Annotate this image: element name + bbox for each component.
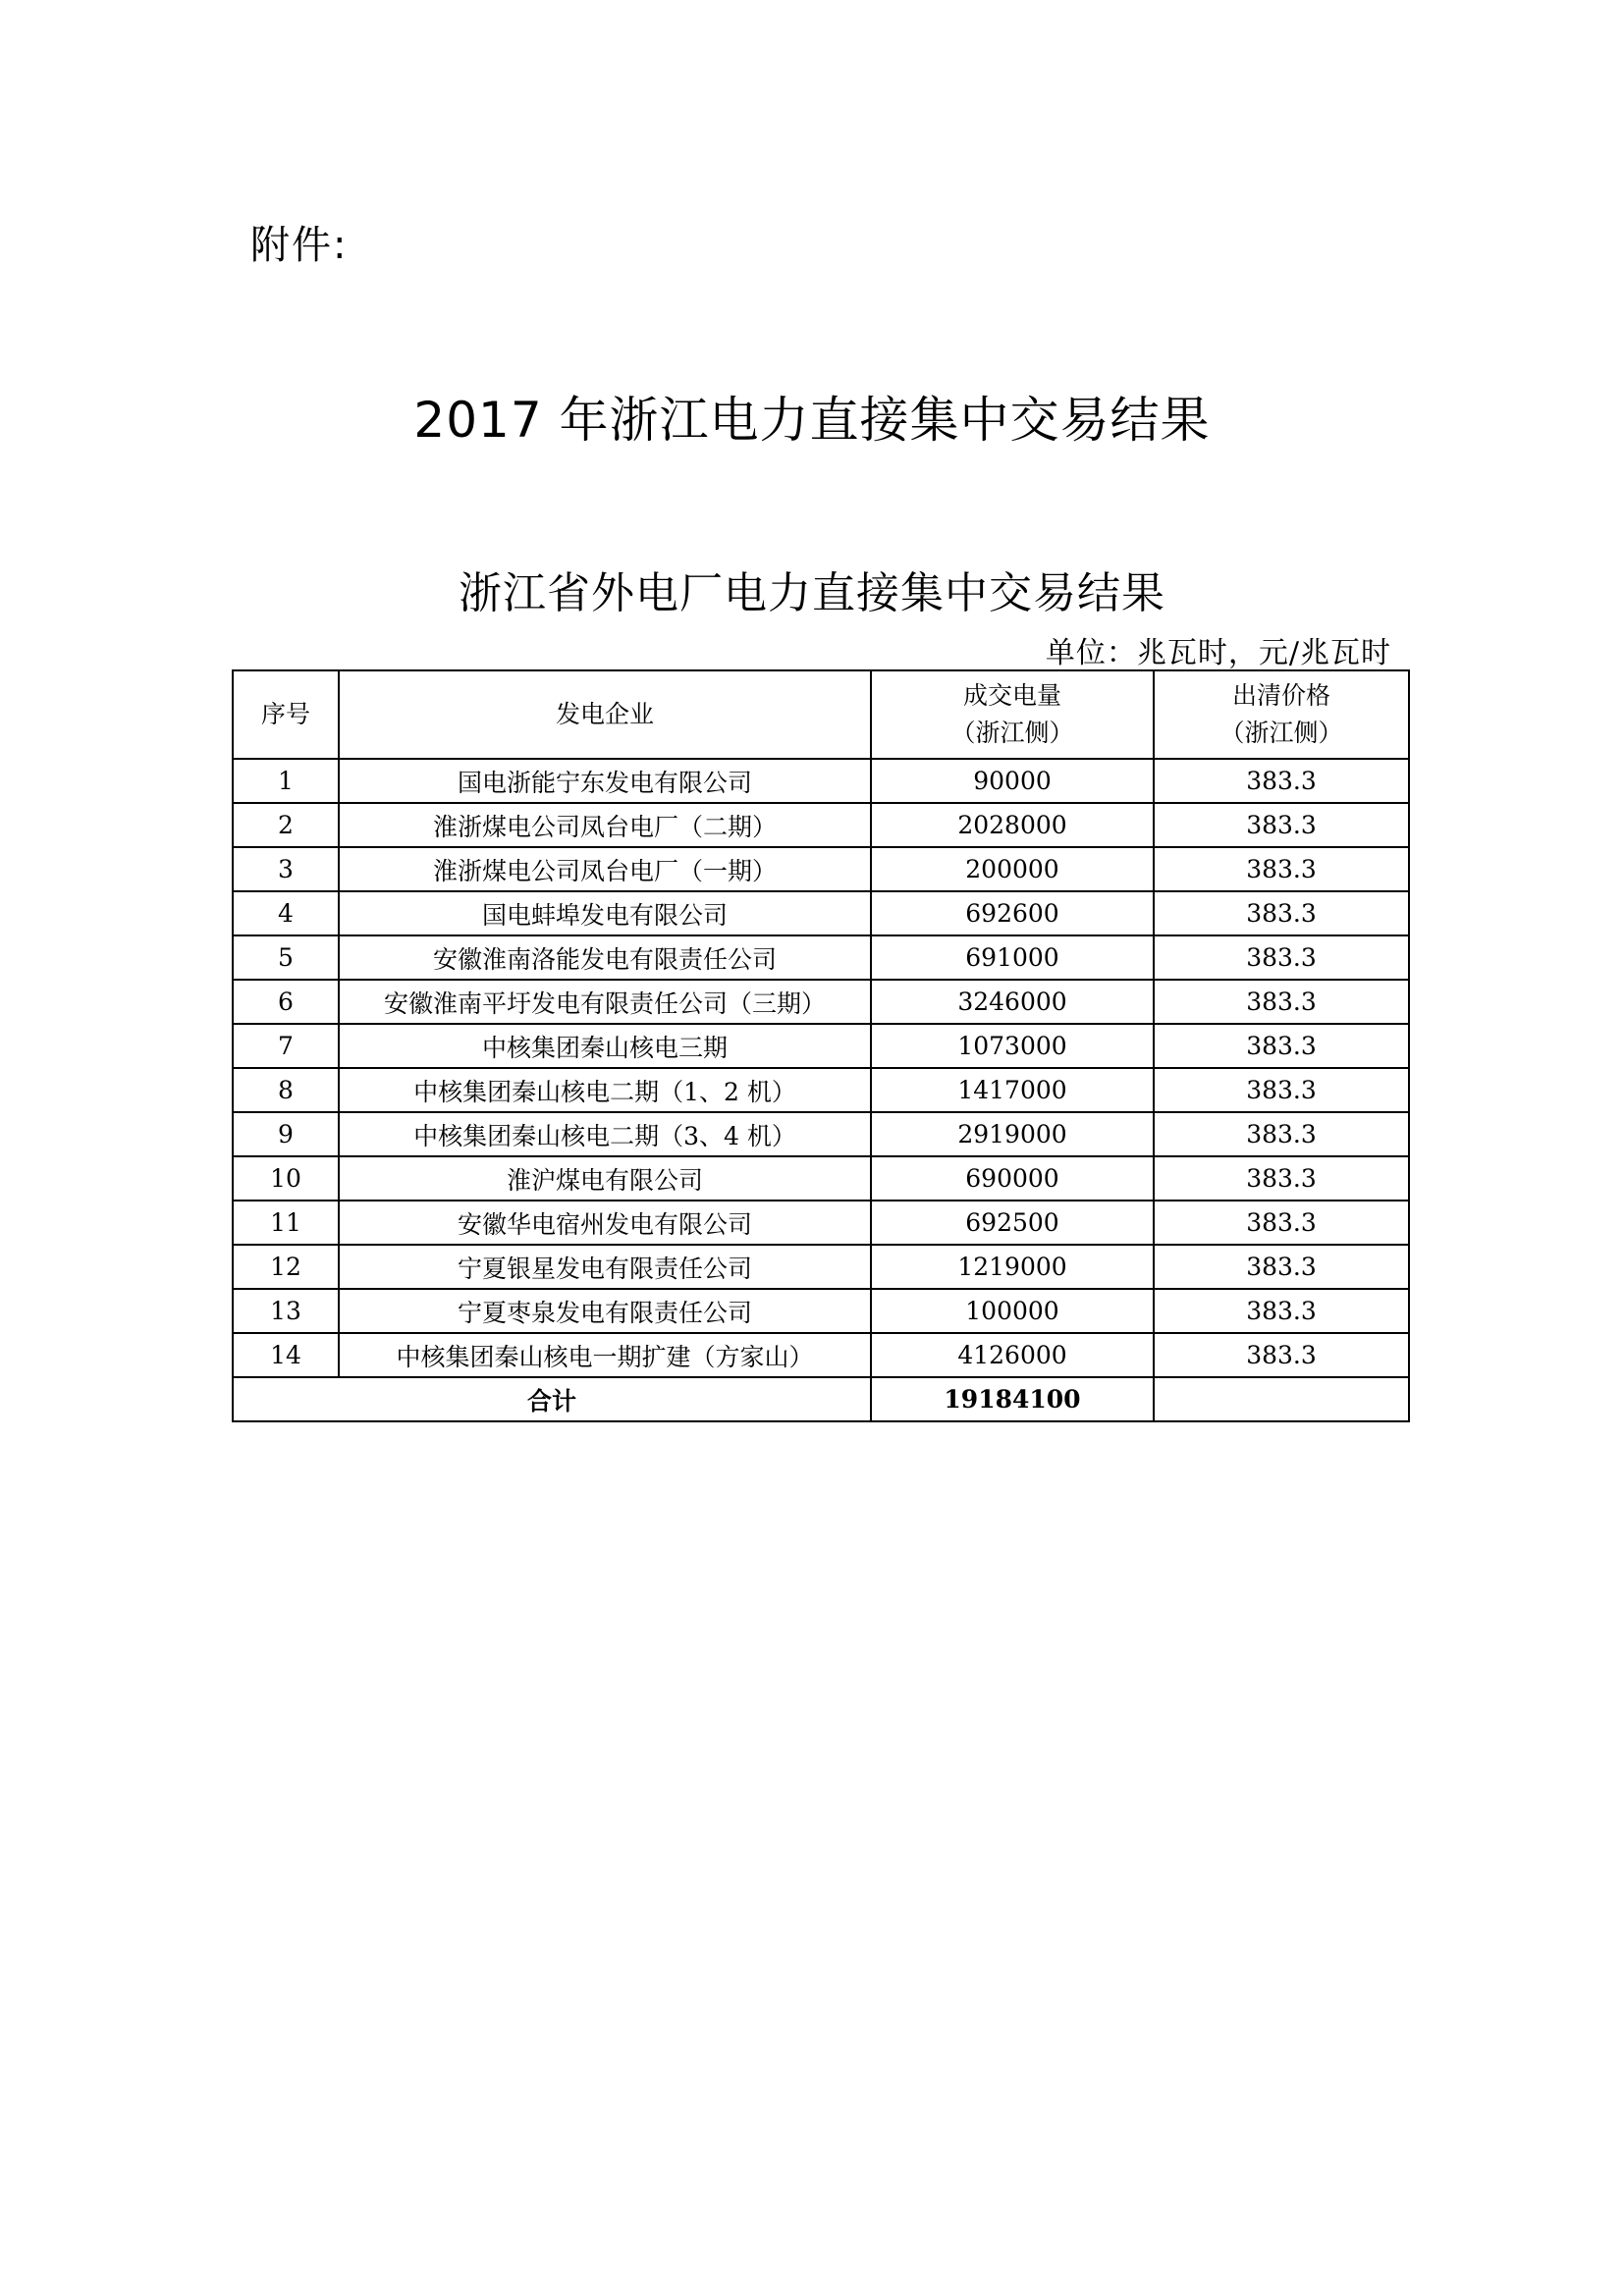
cell-volume: 200000 (871, 847, 1154, 891)
table-row (233, 980, 1409, 1024)
total-label: 合计 (233, 1377, 871, 1421)
table-row (233, 1024, 1409, 1068)
cell-volume: 2028000 (871, 803, 1154, 847)
cell-company: 安徽淮南平圩发电有限责任公司（三期） (339, 980, 871, 1024)
cell-index: 6 (233, 980, 339, 1024)
cell-company: 宁夏枣泉发电有限责任公司 (339, 1289, 871, 1333)
cell-index: 4 (233, 891, 339, 935)
cell-price: 383.3 (1154, 891, 1409, 935)
table-row (233, 759, 1409, 803)
cell-price: 383.3 (1154, 1245, 1409, 1289)
cell-company: 国电蚌埠发电有限公司 (339, 891, 871, 935)
attachment-label: 附件: (250, 223, 349, 268)
total-row (233, 1377, 1409, 1421)
cell-volume: 692500 (871, 1201, 1154, 1245)
header-index: 序号 (233, 670, 339, 759)
unit-note: 单位：兆瓦时，元/兆瓦时 (1045, 636, 1391, 670)
cell-company: 宁夏银星发电有限责任公司 (339, 1245, 871, 1289)
cell-price: 383.3 (1154, 1112, 1409, 1156)
cell-volume: 690000 (871, 1156, 1154, 1201)
cell-index: 9 (233, 1112, 339, 1156)
table-row (233, 1112, 1409, 1156)
cell-index: 1 (233, 759, 339, 803)
cell-index: 3 (233, 847, 339, 891)
table-row (233, 803, 1409, 847)
cell-price: 383.3 (1154, 1068, 1409, 1112)
cell-index: 7 (233, 1024, 339, 1068)
cell-price: 383.3 (1154, 1289, 1409, 1333)
table-row (233, 935, 1409, 980)
header-price (1154, 670, 1409, 759)
cell-price: 383.3 (1154, 803, 1409, 847)
total-price (1154, 1377, 1409, 1421)
cell-company: 中核集团秦山核电一期扩建（方家山） (339, 1333, 871, 1377)
cell-price: 383.3 (1154, 935, 1409, 980)
cell-company: 淮浙煤电公司凤台电厂（一期） (339, 847, 871, 891)
cell-volume: 1073000 (871, 1024, 1154, 1068)
cell-volume: 90000 (871, 759, 1154, 803)
table-row (233, 847, 1409, 891)
header-company: 发电企业 (339, 670, 871, 759)
cell-price: 383.3 (1154, 759, 1409, 803)
cell-company: 安徽淮南洛能发电有限责任公司 (339, 935, 871, 980)
cell-volume: 1219000 (871, 1245, 1154, 1289)
header-price-line1: 出清价格 (1231, 681, 1330, 710)
cell-index: 2 (233, 803, 339, 847)
cell-company: 国电浙能宁东发电有限公司 (339, 759, 871, 803)
cell-company: 中核集团秦山核电二期（3、4 机） (339, 1112, 871, 1156)
cell-volume: 1417000 (871, 1068, 1154, 1112)
table-row (233, 1201, 1409, 1245)
header-volume (871, 670, 1154, 759)
cell-index: 14 (233, 1333, 339, 1377)
cell-company: 中核集团秦山核电二期（1、2 机） (339, 1068, 871, 1112)
header-volume-line1: 成交电量 (962, 681, 1061, 710)
cell-company: 安徽华电宿州发电有限公司 (339, 1201, 871, 1245)
cell-volume: 691000 (871, 935, 1154, 980)
results-table (232, 669, 1410, 1422)
cell-company: 中核集团秦山核电三期 (339, 1024, 871, 1068)
total-volume: 19184100 (871, 1377, 1154, 1421)
page-title: 2017 年浙江电力直接集中交易结果 (413, 392, 1211, 449)
cell-index: 13 (233, 1289, 339, 1333)
header-price-line2: （浙江侧） (1219, 719, 1343, 747)
header-volume-line2: （浙江侧） (950, 719, 1074, 747)
cell-index: 5 (233, 935, 339, 980)
cell-volume: 4126000 (871, 1333, 1154, 1377)
table-row (233, 1156, 1409, 1201)
cell-index: 11 (233, 1201, 339, 1245)
cell-price: 383.3 (1154, 980, 1409, 1024)
table-row (233, 1333, 1409, 1377)
cell-price: 383.3 (1154, 1201, 1409, 1245)
table-header-row (233, 670, 1409, 759)
cell-volume: 2919000 (871, 1112, 1154, 1156)
table-row (233, 1068, 1409, 1112)
cell-index: 10 (233, 1156, 339, 1201)
cell-volume: 692600 (871, 891, 1154, 935)
cell-volume: 3246000 (871, 980, 1154, 1024)
cell-price: 383.3 (1154, 1333, 1409, 1377)
cell-price: 383.3 (1154, 1024, 1409, 1068)
table-row (233, 891, 1409, 935)
cell-price: 383.3 (1154, 847, 1409, 891)
cell-index: 12 (233, 1245, 339, 1289)
cell-company: 淮沪煤电有限公司 (339, 1156, 871, 1201)
cell-volume: 100000 (871, 1289, 1154, 1333)
table-row (233, 1289, 1409, 1333)
cell-index: 8 (233, 1068, 339, 1112)
cell-price: 383.3 (1154, 1156, 1409, 1201)
cell-company: 淮浙煤电公司凤台电厂（二期） (339, 803, 871, 847)
table-row (233, 1245, 1409, 1289)
table-title: 浙江省外电厂电力直接集中交易结果 (459, 568, 1165, 618)
